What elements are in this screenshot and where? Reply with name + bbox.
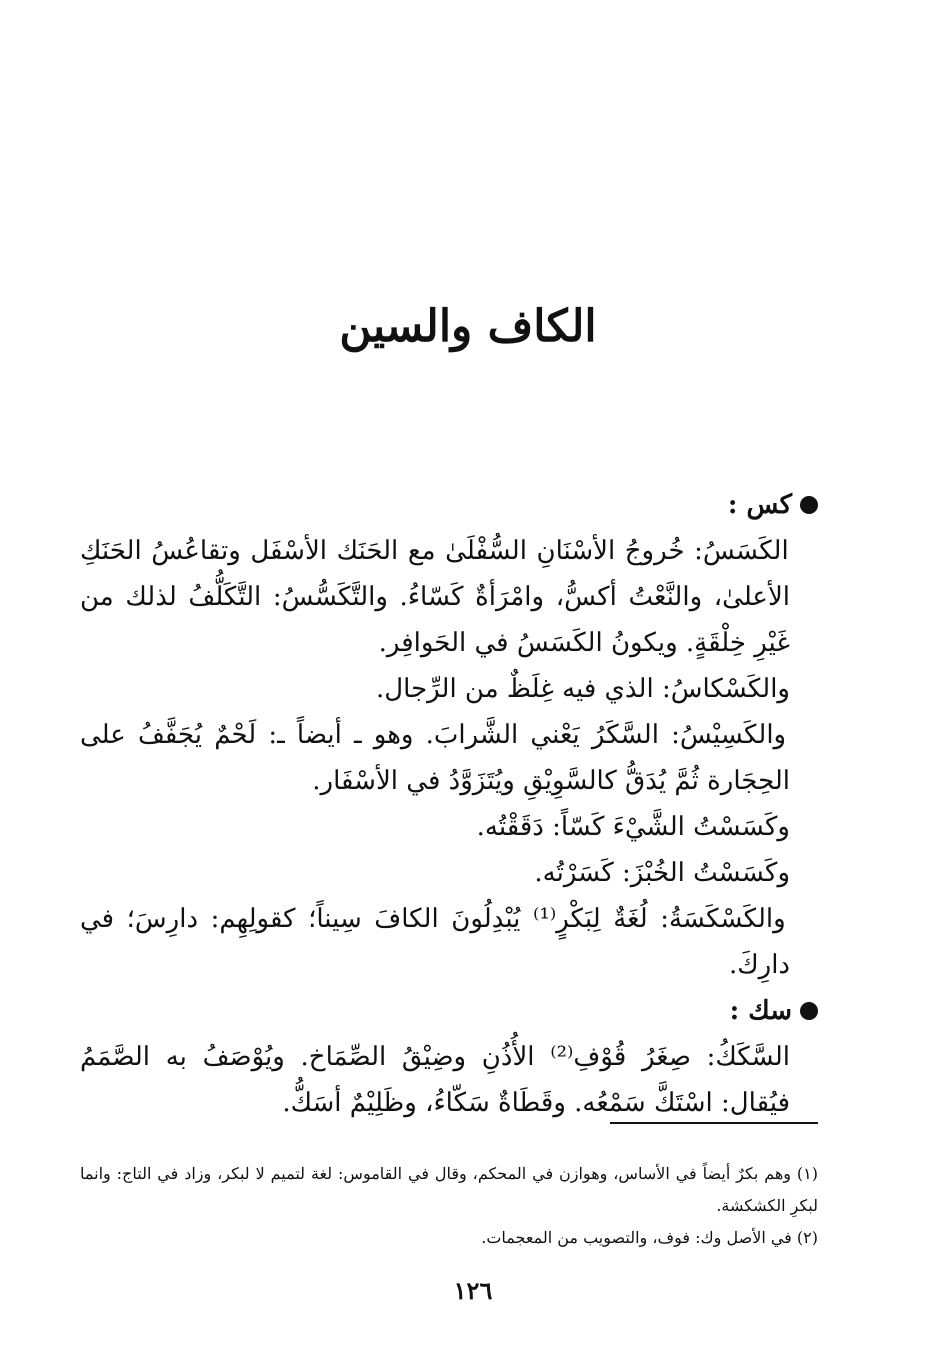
footnote: (١) وهم بكرٌ أيضاً في الأساس، وهوازن في المحكم، وقال في القاموس: لغة لتميم لا لبكر، وزاد في التاج: وانما لبكرِ الكشكشة. bbox=[80, 1164, 819, 1215]
text-line: السَّكَكُ: صِغَرُ قُوْفِ⁽²⁾ الأُذُنِ وضِيْقُ الصِّمَاخ. ويُوْصَفُ به الصَّمَمُ فيُقال: bbox=[80, 1042, 790, 1118]
text-line: خِلْقَةٍ. ويكونُ الكَسَسُ في الحَوافِر. bbox=[378, 628, 746, 658]
paragraph bbox=[80, 850, 818, 896]
page-title: الكاف والسين bbox=[339, 301, 597, 352]
text-line: اسْتَكَّ سَمْعُه. وقَطَاةٌ سَكّاءُ، وظَلِيْمٌ أسَكُّ. bbox=[282, 1088, 713, 1118]
footnotes bbox=[80, 1158, 818, 1254]
bullet-icon bbox=[800, 496, 818, 514]
paragraph bbox=[80, 804, 818, 850]
text-line: والكَسِيْسُ: السَّكَرُ يَعْني الشَّرابَ. وهو ـ أيضاً ـ: لَحْمٌ يُجَفَّفُ على bbox=[80, 720, 787, 750]
body-text bbox=[80, 482, 818, 1126]
bullet-icon bbox=[800, 1002, 818, 1020]
text-line: والكَسْكاسُ: الذي فيه غِلَظٌ من الرِّجال. bbox=[376, 674, 790, 704]
paragraph bbox=[80, 528, 818, 666]
paragraph bbox=[80, 896, 818, 988]
entry-heading bbox=[80, 482, 818, 528]
entry-heading bbox=[80, 988, 818, 1034]
footnote-divider bbox=[610, 1122, 818, 1124]
text-line: وكَسَسْتُ الشَّيْءَ كَسّاً: دَقَقْتُه. bbox=[476, 812, 790, 842]
page-number: ١٢٦ bbox=[453, 1276, 493, 1305]
paragraph bbox=[80, 1034, 818, 1126]
text-line: الكَسَسُ: خُروجُ الأسْنَانِ السُّفْلَىٰ مع الحَنَك الأسْفَل وتقاعُسُ الحَنَكِ bbox=[80, 536, 789, 566]
paragraph bbox=[80, 666, 818, 712]
text-line: الأعلىٰ، والنَّعْتُ أكسُّ، وامْرَأةٌ كَسّاءُ. والتَّكَسُّسُ: التَّكَلُّفُ لذلك من غَيْرِ bbox=[80, 582, 790, 658]
entry-kas bbox=[80, 482, 818, 988]
entry-root: كس : bbox=[727, 490, 792, 520]
entry-sak bbox=[80, 988, 818, 1126]
entry-root: سك : bbox=[729, 996, 792, 1026]
footnote: (٢) في الأصل وك: فوف، والتصويب من المعجمات. bbox=[481, 1228, 818, 1247]
paragraph bbox=[80, 712, 818, 804]
text-line: والكَسْكَسَةُ: لُغَةٌ لِبَكْرٍ⁽¹⁾ يُبْدِلُونَ الكافَ سِيناً؛ كقولِهِم: دارِسَ؛ في bbox=[80, 904, 786, 934]
text-line: وكَسَسْتُ الخُبْزَ: كَسَرْتُه. bbox=[534, 858, 790, 888]
text-line: الحِجَارة ثُمَّ يُدَقُّ كالسَّوِيْقِ ويُتَزَوَّدُ في الأسْفَار. bbox=[312, 766, 790, 796]
text-line: دارِكَ. bbox=[728, 950, 790, 980]
